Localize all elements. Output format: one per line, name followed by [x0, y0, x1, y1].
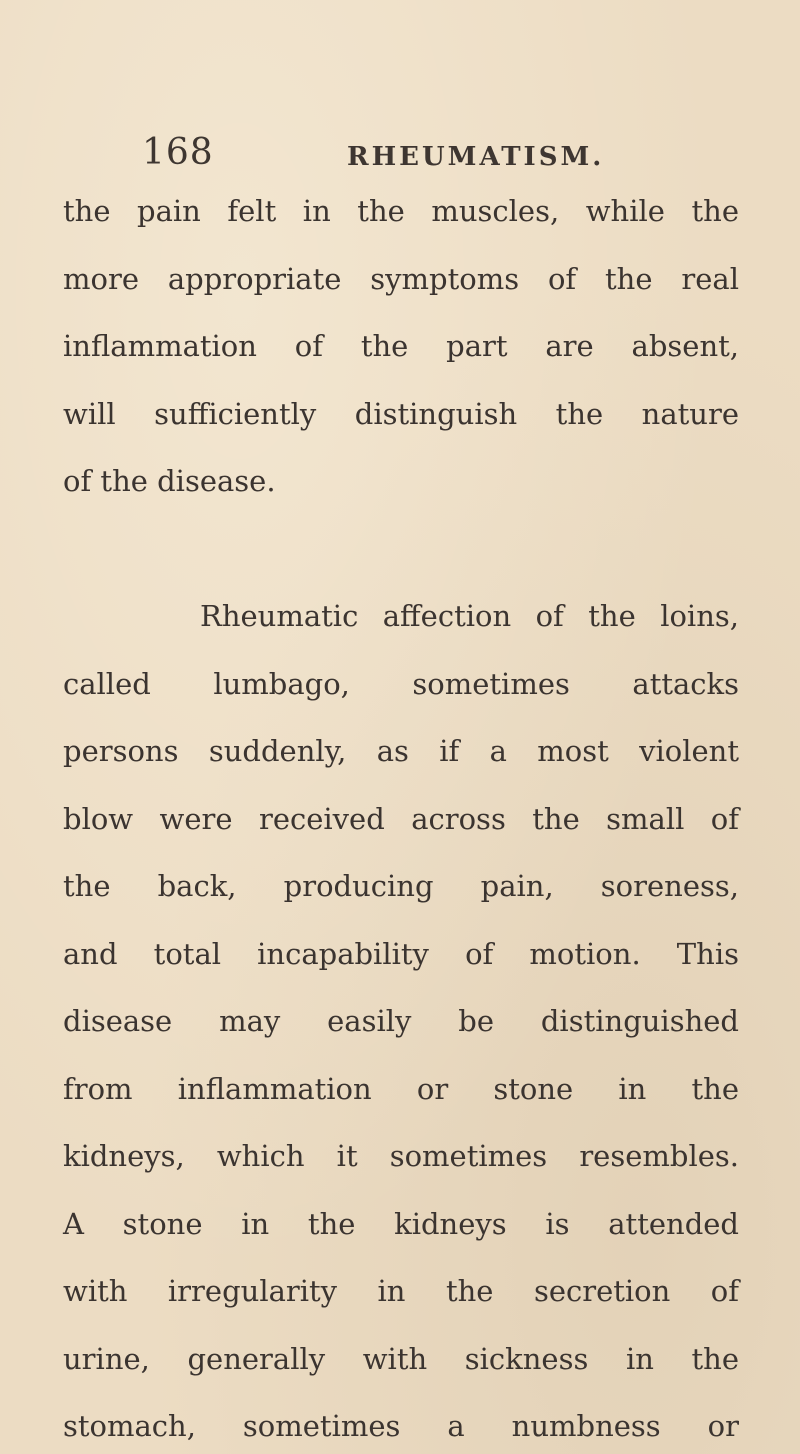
text-line: stomach, sometimes a numbness or: [63, 1409, 739, 1443]
text-line: will sufficiently distinguish the nature: [63, 396, 739, 431]
text-line: the pain felt in the muscles, while the: [63, 194, 739, 228]
running-head: RHEUMATISM.: [347, 142, 605, 172]
page-header: [142, 132, 742, 182]
text-line: the back, producing pain, soreness,: [63, 869, 739, 903]
text-line: of the disease.: [63, 464, 276, 498]
text-line: more appropriate symptoms of the real: [63, 261, 739, 296]
text-line: urine, generally with sickness in the: [63, 1341, 739, 1376]
text-line: and total incapability of motion. This: [63, 936, 739, 971]
text-line: with irregularity in the secretion of: [63, 1274, 739, 1308]
text-line: persons suddenly, as if a most violent: [63, 734, 739, 768]
text-line: blow were received across the small of: [63, 801, 739, 836]
page-number: 168: [142, 132, 214, 173]
text-line: from inflammation or stone in the: [63, 1071, 739, 1106]
text-line: Rheumatic affection of the loins,: [200, 599, 739, 633]
text-line: A stone in the kidneys is attended: [63, 1206, 739, 1241]
text-line: disease may easily be distinguished: [63, 1004, 739, 1038]
text-line: kidneys, which it sometimes resembles.: [63, 1139, 739, 1173]
text-line: called lumbago, sometimes attacks: [63, 666, 739, 701]
text-line: inflammation of the part are absent,: [63, 329, 739, 363]
